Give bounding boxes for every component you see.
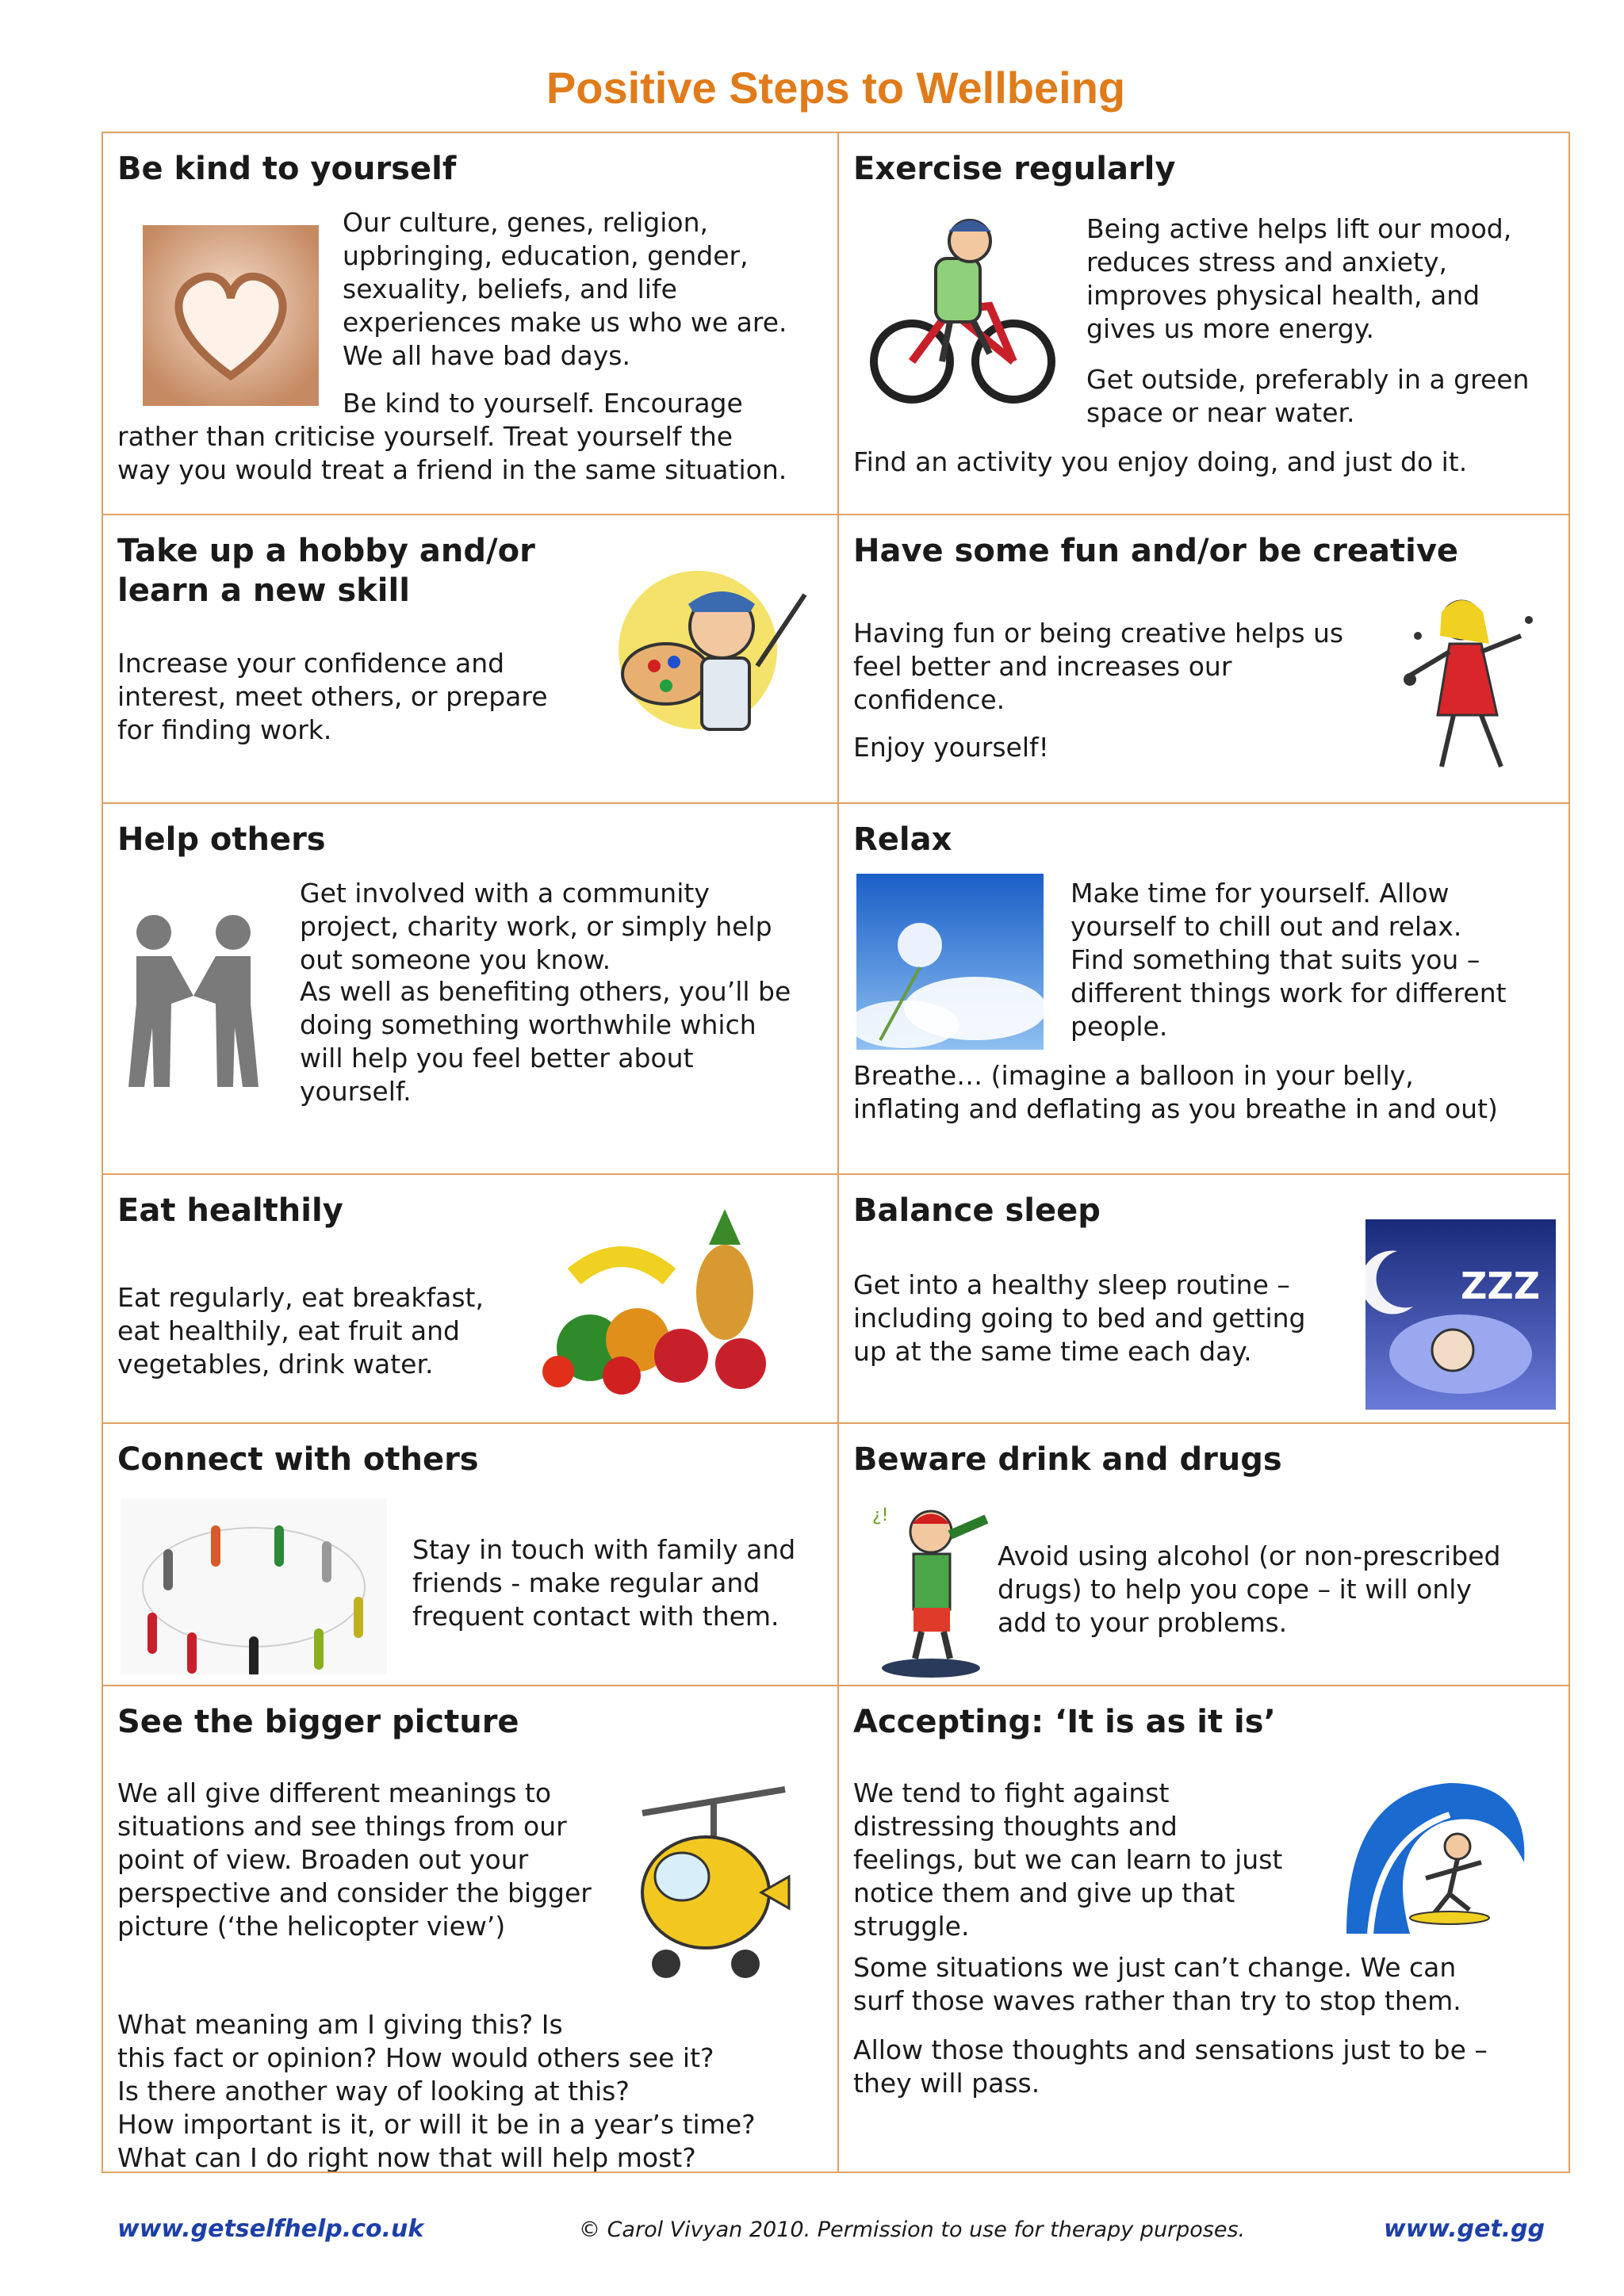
bigger-picture-text-1: We all give different meanings to situations and see things from our point of view. Broaden out your perspective and consider the bigger picture (‘the helicopter view’) <box>117 1777 592 1942</box>
heading-relax: Relax <box>853 821 952 858</box>
help-others-text-1: Get involved with a community project, charity work, or simply help out someone you know. <box>300 878 772 975</box>
cell-hobby <box>103 515 837 802</box>
heart-hands-image <box>143 225 319 406</box>
cell-accepting <box>839 1686 1570 2172</box>
people-circle-image <box>121 1498 387 1674</box>
cyclist-image <box>863 203 1061 409</box>
be-kind-text-2a: Be kind to yourself. Encourage <box>343 388 743 419</box>
bigger-picture-text-2: What meaning am I giving this? Is this fact or opinion? How would others see it? Is there another way of looking at this? How important is it, or will it be in a year’s time? What can I do right now that will help most? <box>117 2009 756 2172</box>
heading-help-others: Help others <box>117 821 326 858</box>
getselfhelp-link[interactable]: www.getselfhelp.co.uk <box>117 2215 424 2243</box>
exercise-text-1: Being active helps lift our mood, reduces stress and anxiety, improves physical health, and gives us more energy. <box>1086 213 1512 344</box>
cell-fun <box>839 515 1570 802</box>
surfer-wave-image <box>1339 1775 1532 1938</box>
heading-bigger-picture: See the bigger picture <box>117 1704 519 1740</box>
cell-balance-sleep <box>839 1175 1570 1422</box>
svg-text:¿!: ¿! <box>872 1506 889 1525</box>
exercise-text-3: Find an activity you enjoy doing, and just do it. <box>853 446 1468 477</box>
wellbeing-grid <box>102 132 1570 2173</box>
helicopter-image <box>634 1781 793 1988</box>
painter-image <box>611 563 834 752</box>
heading-eat-healthily: Eat healthily <box>117 1192 343 1229</box>
cell-be-kind <box>103 133 837 514</box>
heading-be-kind: Be kind to yourself <box>117 151 457 187</box>
hobby-text-1: Increase your confidence and interest, meet others, or prepare for finding work. <box>117 648 548 745</box>
fun-text-2: Enjoy yourself! <box>853 732 1049 763</box>
page-title: Positive Steps to Wellbeing <box>546 63 1126 113</box>
drinking-man-image <box>868 1500 994 1679</box>
cell-connect <box>103 1424 837 1685</box>
beware-drink-text-1: Avoid using alcohol (or non-prescribed drugs) to help you cope – it will only add to your problems. <box>998 1540 1501 1638</box>
cell-help-others <box>103 804 837 1173</box>
accepting-text-1: We tend to fight against distressing thoughts and feelings, but we can learn to just notice them and give up that struggle. <box>853 1777 1283 1942</box>
heading-hobby: Take up a hobby and/or learn a new skill <box>117 533 535 609</box>
cell-beware-drink <box>839 1424 1570 1685</box>
sleeping-moon-image <box>1365 1219 1556 1410</box>
cell-relax <box>839 804 1570 1173</box>
relax-text-2: Breathe… (imagine a balloon in your belly, inflating and deflating as you breathe in and out) <box>853 1060 1498 1124</box>
fun-text-1: Having fun or being creative helps us feel better and increases our confidence. <box>853 618 1344 715</box>
be-kind-text-2b: rather than criticise yourself. Treat yourself the way you would treat a friend in the same situation. <box>117 421 787 485</box>
heading-exercise: Exercise regularly <box>853 151 1176 187</box>
heading-connect: Connect with others <box>117 1441 479 1478</box>
accepting-text-2: Some situations we just can’t change. We can surf those waves rather than try to stop them. <box>853 1952 1461 2016</box>
copyright-text: © Carol Vivyan 2010. Permission to use for therapy purposes. <box>579 2218 1246 2242</box>
fruit-vegetables-image <box>542 1205 780 1400</box>
heading-fun: Have some fun and/or be creative <box>853 533 1459 569</box>
exercise-text-2: Get outside, preferably in a green space or near water. <box>1086 364 1530 428</box>
help-others-text-2: As well as benefiting others, you’ll be doing something worthwhile which will help you feel better about yourself. <box>300 976 791 1107</box>
be-kind-text-1: Our culture, genes, religion, upbringing, education, gender, sexuality, beliefs, and life experiences make us who we are. We all have bad days. <box>343 207 787 371</box>
heading-balance-sleep: Balance sleep <box>853 1192 1101 1229</box>
svg-text:ZZZ: ZZZ <box>1461 1265 1541 1307</box>
eat-healthily-text-1: Eat regularly, eat breakfast, eat healthily, eat fruit and vegetables, drink water. <box>117 1282 484 1380</box>
accepting-text-3: Allow those thoughts and sensations just to be – they will pass. <box>853 2034 1488 2099</box>
dandelion-sky-image <box>856 874 1044 1050</box>
cell-bigger-picture <box>103 1686 837 2172</box>
heading-accepting: Accepting: ‘It is as it is’ <box>853 1704 1276 1740</box>
cell-eat-healthily <box>103 1175 837 1422</box>
relax-text-1: Make time for yourself. Allow yourself to chill out and relax. Find something that suits you – different things work for different people. <box>1071 878 1507 1042</box>
heading-beware-drink: Beware drink and drugs <box>853 1441 1282 1478</box>
get-gg-link[interactable]: www.get.gg <box>1384 2215 1545 2243</box>
connect-text-1: Stay in touch with family and friends - make regular and frequent contact with them. <box>412 1534 796 1632</box>
handshake-image <box>122 909 265 1091</box>
balance-sleep-text-1: Get into a healthy sleep routine – including going to bed and getting up at the same time each day. <box>853 1269 1306 1367</box>
cell-exercise <box>839 133 1570 514</box>
dancing-girl-image <box>1394 588 1545 779</box>
